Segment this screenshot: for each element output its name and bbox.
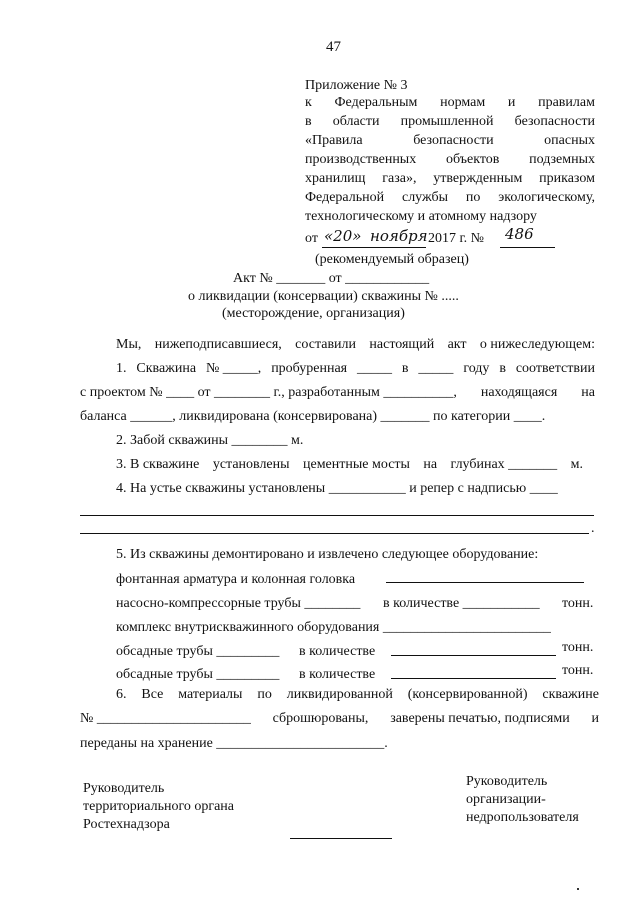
act-number-line: Акт № _______ от ____________ [233, 271, 430, 286]
appendix-line-1: к Федеральным нормам и правилам [305, 95, 595, 110]
appendix-line-7: технологическому и атомному надзору [305, 209, 537, 224]
sample-note: (рекомендуемый образец) [315, 252, 469, 267]
act-field-org-line: (месторождение, организация) [222, 306, 405, 321]
signature-left-line-3: Ростехнадзора [83, 817, 170, 832]
equipment-row-1-blank [386, 582, 584, 583]
equipment-row-5-qty: в количестве [299, 667, 376, 682]
equipment-row-4-qty: в количестве [299, 644, 376, 659]
equipment-row-5-blank [391, 678, 556, 679]
order-from: от [305, 231, 318, 246]
blank-line-2 [80, 533, 589, 534]
equipment-row-4-blank [391, 655, 556, 656]
order-year: 2017 г. № [428, 231, 485, 246]
act-subject-line: о ликвидации (консервации) скважины № ..... [188, 289, 459, 304]
equipment-row-4-label: обсадные трубы _________ [116, 644, 280, 659]
appendix-title: Приложение № 3 [305, 78, 408, 93]
appendix-line-4: производственных объектов подземных [305, 152, 595, 167]
page-number: 47 [326, 39, 341, 55]
signature-right-line-1: Руководитель [466, 774, 548, 789]
equipment-row-1-label: фонтанная арматура и колонная головка [116, 572, 356, 587]
item6-line2: № ______________________ сброшюрованы, заверены печатью, подписями и [80, 711, 599, 726]
item4-line: 4. На устье скважины установлены ___________ и репер с надписью ____ [116, 481, 558, 496]
order-number-handwritten: 486 [505, 225, 534, 243]
signature-right-line-2: организации- [466, 792, 546, 807]
signature-left-line-2: территориального органа [83, 799, 235, 814]
order-number-underline [500, 247, 555, 248]
appendix-line-6: Федеральной службы по экологическому, [305, 190, 595, 205]
item1-line3: баланса ______, ликвидирована (консервирована) _______ по категории ____. [80, 409, 546, 424]
equipment-row-2-qty: в количестве ___________ [383, 596, 540, 611]
item6-line3: переданы на хранение ________________________. [80, 736, 388, 751]
equipment-row-5-label: обсадные трубы _________ [116, 667, 280, 682]
order-day-handwritten: «20» [324, 227, 362, 245]
item6-line1: 6. Все материалы по ликвидированной (консервированной) скважине [116, 687, 599, 702]
order-month-handwritten: ноября [370, 227, 428, 245]
signature-left-line-1: Руководитель [83, 781, 165, 796]
item1-line2: с проектом № ____ от ________ г., разработанным __________, находящаяся на [80, 385, 595, 400]
signature-blank-line [290, 838, 392, 839]
equipment-row-5-unit: тонн. [562, 663, 594, 678]
equipment-row-2-label: насосно-компрессорные трубы ________ [116, 596, 361, 611]
item5-title: 5. Из скважины демонтировано и извлечено следующее оборудование: [116, 547, 539, 562]
appendix-line-2: в области промышленной безопасности [305, 114, 595, 129]
equipment-row-2-unit: тонн. [562, 596, 594, 611]
item1-line1: 1. Скважина № _____, пробуренная _____ в _____ году в соответствии [116, 361, 595, 376]
signature-right-line-3: недропользователя [466, 810, 579, 825]
appendix-line-3: «Правила безопасности опасных [305, 133, 595, 148]
item2-line: 2. Забой скважины ________ м. [116, 433, 304, 448]
blank-line-1 [80, 515, 594, 516]
equipment-row-4-unit: тонн. [562, 640, 594, 655]
order-date-underline [322, 247, 426, 248]
appendix-line-5: хранилищ газа», утвержденным приказом [305, 171, 595, 186]
item3-line: 3. В скважине установлены цементные мосты на глубинах _______ м. [116, 457, 583, 472]
intro-line: Мы, нижеподписавшиеся, составили настоящий акт о нижеследующем: [116, 337, 595, 352]
equipment-row-3-label: комплекс внутрискважинного оборудования ________________________ [116, 620, 551, 635]
scan-mark [577, 888, 579, 890]
blank-line-2-end: . [591, 521, 595, 536]
